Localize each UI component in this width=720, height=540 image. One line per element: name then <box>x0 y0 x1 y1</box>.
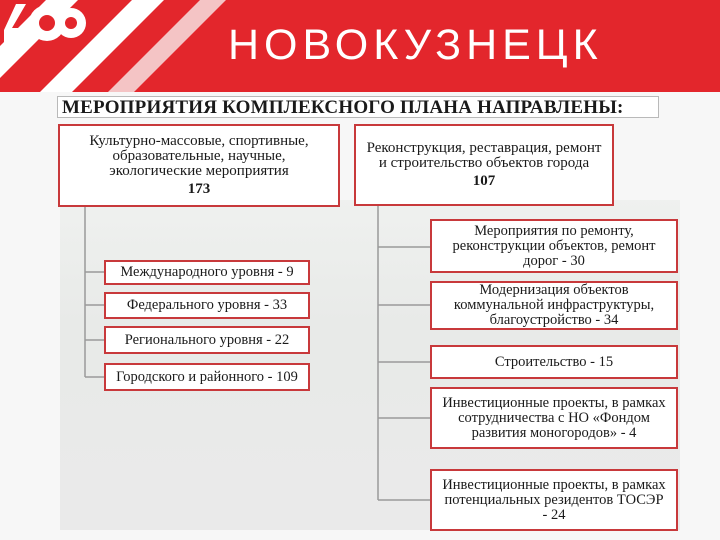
repair-box <box>430 219 678 273</box>
cultural-count: 173 <box>187 181 211 197</box>
box-line: потенциальных резидентов ТОСЭР <box>444 491 664 508</box>
box-line: Модернизация объектов <box>479 282 629 298</box>
cultural-events-box <box>58 124 340 207</box>
construction-box <box>430 345 678 379</box>
utilities-box <box>430 281 678 330</box>
monotown-fund-box <box>430 387 678 449</box>
box-line: - 24 <box>542 506 566 523</box>
level-label: Международного уровня - 9 <box>120 264 294 280</box>
reconstruction-title-line-1: Реконструкция, реставрация, ремонт <box>366 140 602 156</box>
reconstruction-count: 107 <box>472 173 496 189</box>
box-line: реконструкции объектов, ремонт <box>452 237 656 254</box>
page-heading: МЕРОПРИЯТИЯ КОМПЛЕКСНОГО ПЛАНА НАПРАВЛЕНЫ: <box>57 96 659 118</box>
box-line: сотрудничества с НО «Фондом <box>458 409 650 426</box>
cultural-title-line-3: экологические мероприятия <box>109 163 289 179</box>
box-line: развития моногородов» - 4 <box>471 424 637 441</box>
reconstruction-box <box>354 124 614 206</box>
box-line: Инвестиционные проекты, в рамках <box>442 394 666 411</box>
level-box-city <box>104 363 310 391</box>
level-box-international <box>104 260 310 285</box>
cultural-title-line-2: образовательные, научные, <box>112 148 286 164</box>
box-line: Мероприятия по ремонту, <box>474 222 634 239</box>
box-line: дорог - 30 <box>523 252 585 269</box>
box-line: Инвестиционные проекты, в рамках <box>442 476 666 493</box>
city-title: НОВОКУЗНЕЦК <box>228 21 603 69</box>
tosor-residents-box <box>430 469 678 531</box>
level-label: Городского и районного - 109 <box>116 368 298 385</box>
reconstruction-title-line-2: и строительство объектов города <box>378 155 590 171</box>
level-label: Федерального уровня - 33 <box>126 297 288 313</box>
level-box-federal <box>104 292 310 319</box>
level-label: Регионального уровня - 22 <box>124 331 290 348</box>
box-line: коммунальной инфраструктуры, <box>453 297 655 313</box>
cultural-title-line-1: Культурно-массовые, спортивные, <box>89 133 309 149</box>
box-line: Строительство - 15 <box>494 353 614 370</box>
box-line: благоустройство - 34 <box>489 312 619 328</box>
level-box-regional <box>104 326 310 354</box>
